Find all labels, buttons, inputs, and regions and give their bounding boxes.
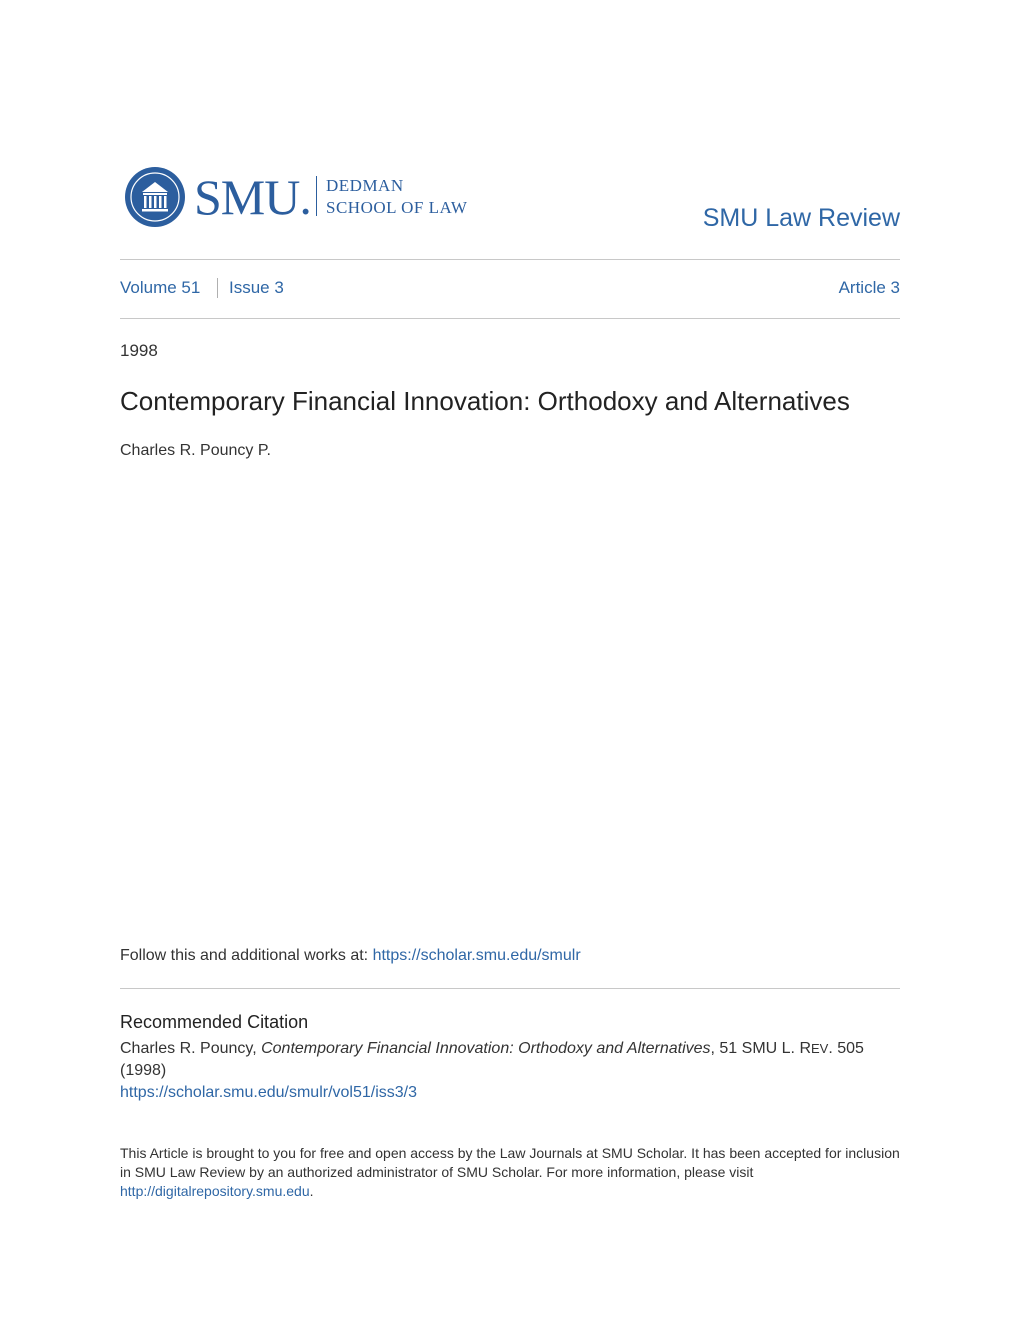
header-divider <box>120 259 900 260</box>
smu-dedman-logo <box>120 162 480 232</box>
citation-url-link[interactable]: https://scholar.smu.edu/smulr/vol51/iss3/3 <box>120 1084 418 1101</box>
logo-school-of-law-text: SCHOOL OF LAW <box>326 198 468 217</box>
article-author: Charles R. Pouncy P. <box>120 442 271 459</box>
volume-link[interactable]: Volume 51 <box>120 278 201 297</box>
citation-text <box>120 1038 900 1104</box>
citation-pages-year: . 505 (1998) <box>120 1040 864 1079</box>
article-link[interactable]: Article 3 <box>838 278 900 297</box>
issue-link[interactable]: Issue 3 <box>229 278 284 297</box>
meta-divider <box>120 318 900 319</box>
citation-divider <box>120 988 900 989</box>
volume-issue-separator <box>217 278 218 298</box>
footer-period: . <box>309 1183 314 1199</box>
logo-dedman-text: DEDMAN <box>326 176 404 195</box>
follow-url-link[interactable]: https://scholar.smu.edu/smulr <box>372 947 581 964</box>
citation-volume: , 51 SMU L. R <box>710 1040 811 1057</box>
journal-link[interactable]: SMU Law Review <box>702 204 900 232</box>
article-title: Contemporary Financial Innovation: Orthodoxy and Alternatives <box>120 386 850 416</box>
follow-line <box>120 947 581 965</box>
logo-divider <box>316 176 317 216</box>
citation-rev-smallcaps: EV <box>811 1041 829 1056</box>
footer-text: This Article is brought to you for free and open access by the Law Journals at SMU Scholar. It has been accepted for inclusion in SMU Law Review by an authorized administrator of SMU Scholar. For more information, please visit <box>120 1145 900 1180</box>
footer-notice <box>120 1144 900 1201</box>
smu-seal-icon <box>124 166 186 228</box>
publication-year: 1998 <box>120 341 158 360</box>
follow-text: Follow this and additional works at: <box>120 947 373 964</box>
citation-title: Contemporary Financial Innovation: Orthodoxy and Alternatives <box>261 1040 711 1057</box>
citation-author: Charles R. Pouncy, <box>120 1040 262 1057</box>
citation-heading: Recommended Citation <box>120 1012 309 1032</box>
logo-smu-wordmark: SMU. <box>194 169 311 225</box>
footer-repository-link[interactable]: http://digitalrepository.smu.edu <box>120 1183 310 1199</box>
